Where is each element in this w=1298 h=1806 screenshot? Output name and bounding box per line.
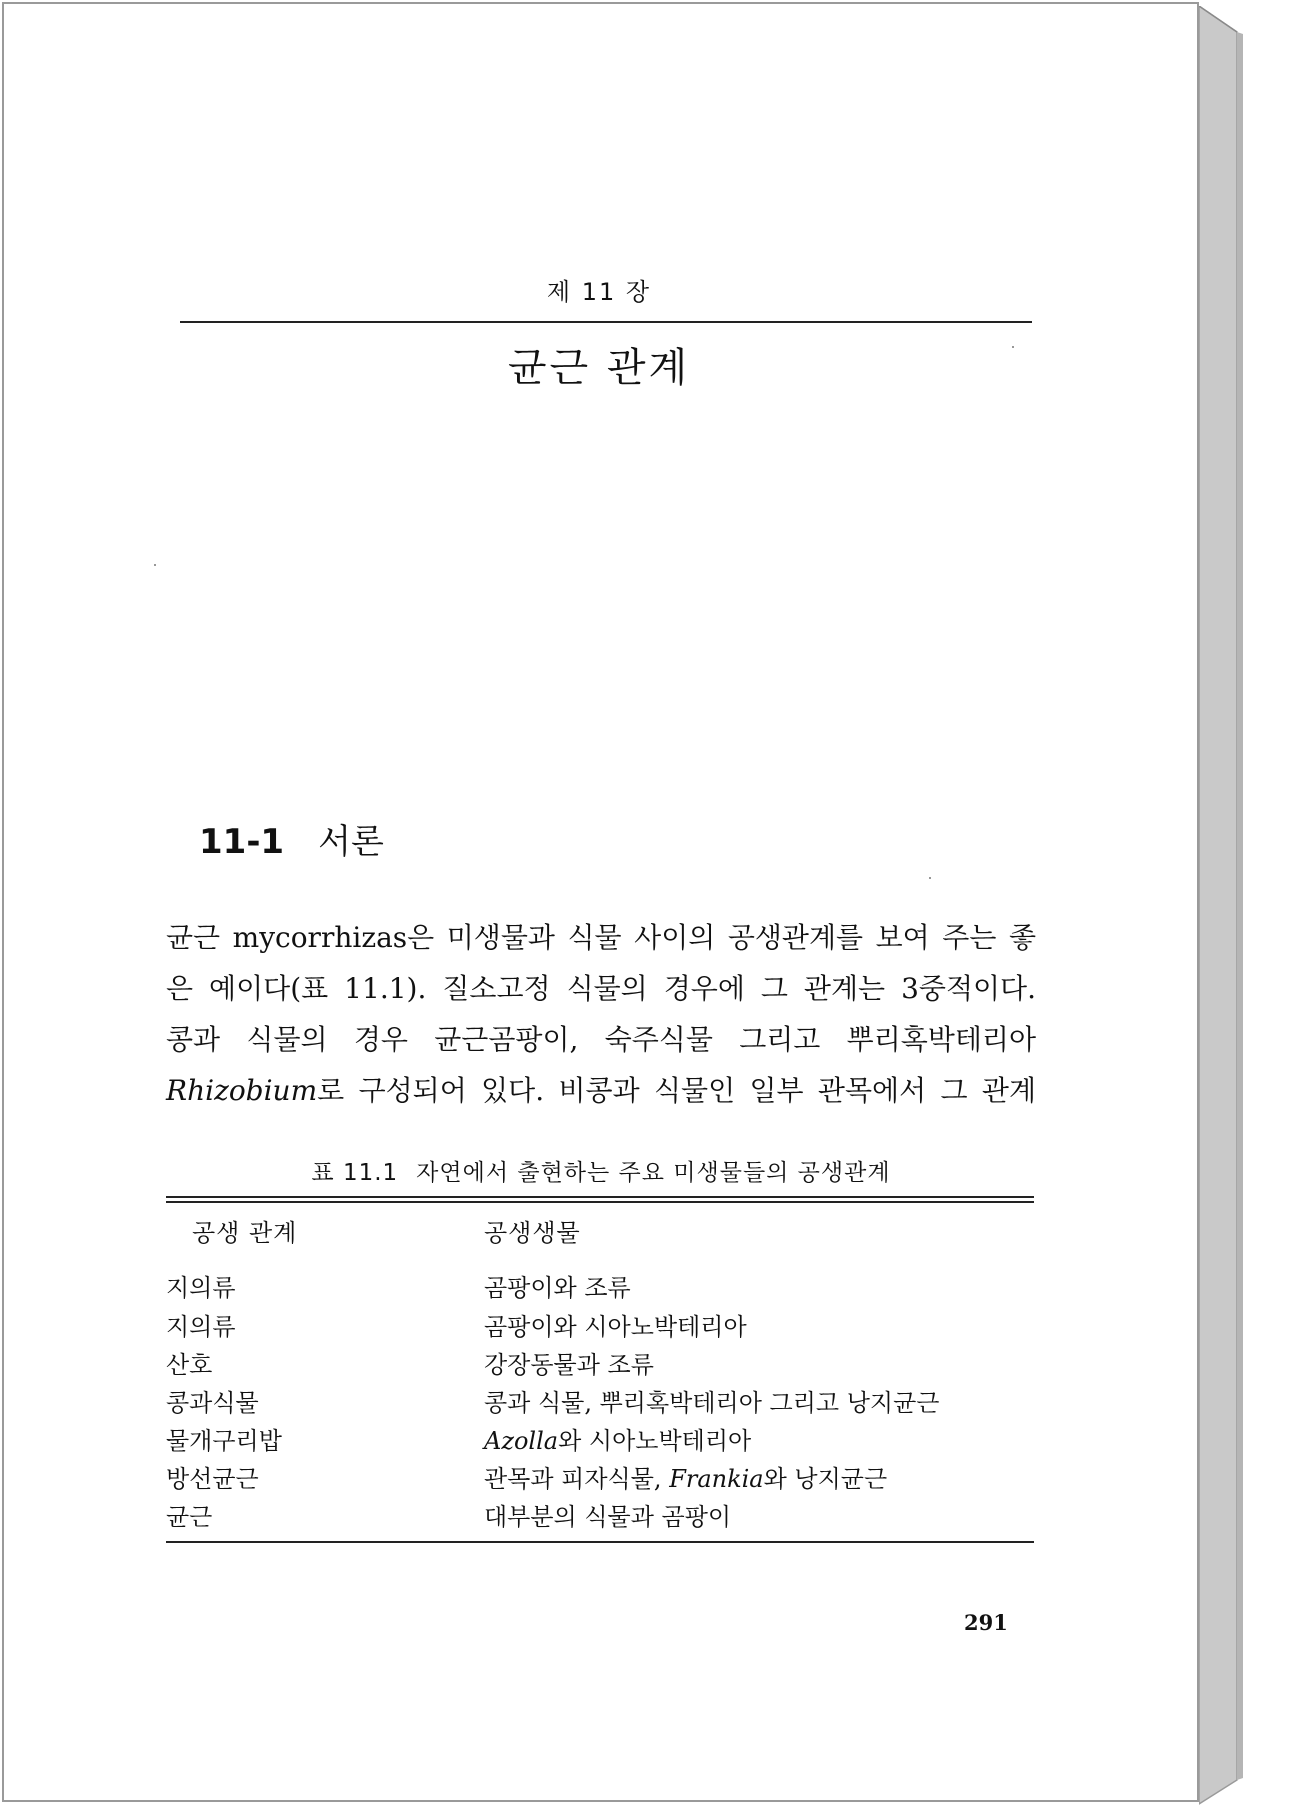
table-cell: 균근 [166,1502,213,1531]
book-page [2,2,1199,1802]
table-header-cell: 공생 관계 [192,1218,298,1247]
table-caption-label: 표 11.1 [311,1160,399,1186]
table-header-cell: 공생생물 [484,1218,581,1247]
table-caption [166,1154,1036,1187]
table-header-row [166,1203,1034,1257]
italic-genus-name: Azolla [484,1426,559,1455]
body-paragraph [166,912,1036,1116]
scan-speck [1012,346,1014,348]
chapter-label: 제 11 장 [546,278,652,306]
table-row [166,1495,1034,1541]
table-body [166,1257,1034,1541]
table-caption-text: 자연에서 출현하는 주요 미생물들의 공생관계 [416,1160,891,1186]
section-title: 서론 [318,822,384,862]
scan-speck [154,564,156,566]
table-cell: 산호 [166,1350,213,1379]
table-cell: 대부분의 식물과 곰팡이 [484,1502,732,1531]
table-cell: 관목과 피자식물, Frankia와 낭지균근 [484,1464,888,1493]
page-stack-edge-graphic [1199,6,1295,1806]
symbiosis-table-grid [166,1203,1034,1541]
section-heading [199,814,384,863]
table-cell: 콩과 식물, 뿌리혹박테리아 그리고 낭지균근 [484,1388,940,1417]
symbiosis-table [166,1196,1034,1543]
table-row [166,1381,1034,1419]
table-row [166,1305,1034,1343]
body-line: 콩과 식물의 경우 균근곰팡이, 숙주식물 그리고 뿌리혹박테리아 [166,1023,1036,1056]
table-cell: 지의류 [166,1273,236,1302]
chapter-title: 균근 관계 [507,345,691,391]
body-line: 은 예이다(표 11.1). 질소고정 식물의 경우에 그 관계는 3중적이다. [166,972,1036,1005]
table-bottom-rule [166,1541,1034,1543]
body-line: Rhizobium로 구성되어 있다. 비콩과 식물인 일부 관목에서 그 관계 [166,1074,1036,1107]
table-cell: 지의류 [166,1312,236,1341]
page-number: 291 [964,1610,1008,1635]
italic-genus-name: Rhizobium [166,1074,318,1107]
italic-genus-name: Frankia [669,1464,764,1493]
table-row [166,1419,1034,1457]
table-row [166,1343,1034,1381]
table-cell: 곰팡이와 조류 [484,1273,631,1302]
table-top-rule [166,1196,1034,1203]
table-row [166,1257,1034,1305]
table-row [166,1457,1034,1495]
scan-speck [929,877,931,879]
table-cell: 방선균근 [166,1464,259,1493]
table-cell: Azolla와 시아노박테리아 [484,1426,752,1455]
body-line: 균근 mycorrhizas은 미생물과 식물 사이의 공생관계를 보여 주는 좋 [166,921,1036,954]
table-cell: 콩과식물 [166,1388,259,1417]
chapter-rule [180,321,1032,323]
table-cell: 물개구리밥 [166,1426,282,1455]
section-number: 11-1 [199,822,285,862]
table-cell: 곰팡이와 시아노박테리아 [484,1312,747,1341]
table-cell: 강장동물과 조류 [484,1350,654,1379]
